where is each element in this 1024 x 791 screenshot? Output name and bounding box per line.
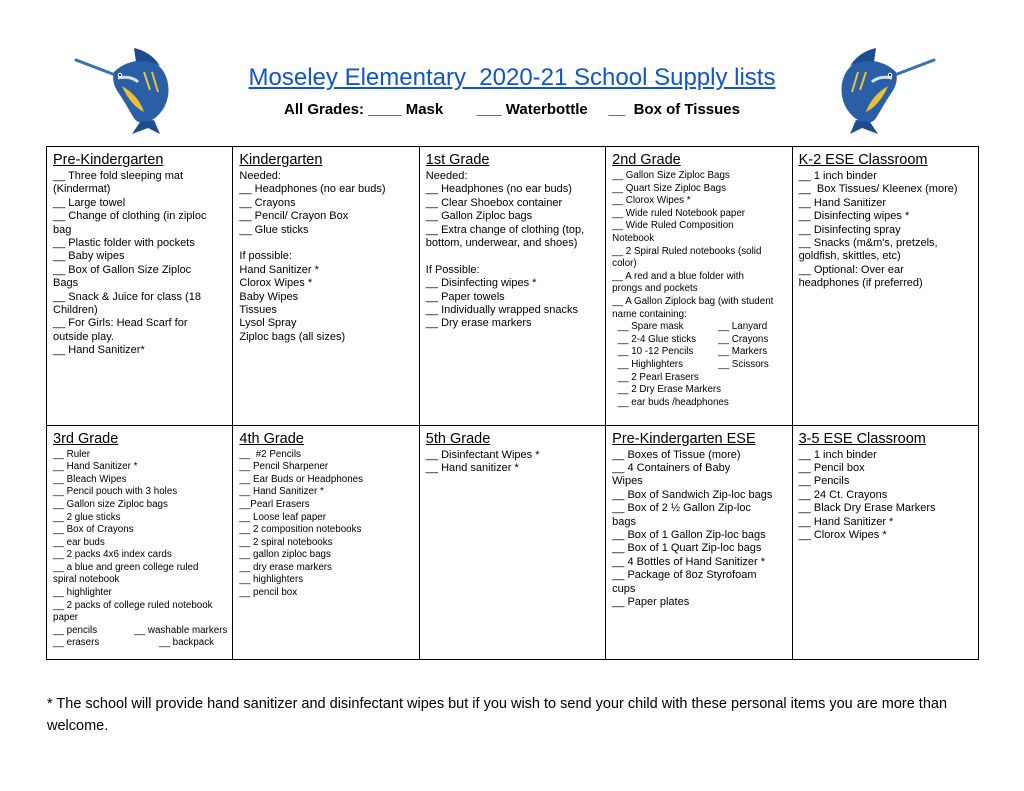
list-item-pair (53, 637, 227, 650)
list-item: __ Pencils (798, 475, 850, 488)
list-item: __ Gallon Size Ziploc Bags (612, 170, 730, 181)
list-item: __ Lanyard (718, 321, 768, 333)
list-item: __ Spare mask (612, 321, 684, 333)
list-item: bags (612, 515, 637, 528)
list-item: __ 2 Dry Erase Markers (612, 384, 722, 396)
list-item: __ 2 Pearl Erasers (612, 371, 699, 383)
list-item: Ziploc bags (all sizes) (239, 330, 346, 343)
list-item: outside play. (53, 330, 114, 343)
list-item: __ Wide ruled Notebook paper (612, 207, 746, 219)
list-item: Children) (53, 304, 98, 317)
list-item: Notebook (612, 232, 655, 244)
list-item: __ 2 composition notebooks (239, 524, 362, 536)
list-item-pair (612, 334, 786, 347)
list-item: __ Hand Sanitizer * (53, 461, 138, 473)
table-row (47, 147, 979, 426)
list-item: color) (612, 258, 637, 270)
list-item: __ ear buds /headphones (612, 396, 729, 408)
list-item: __ Dry erase markers (425, 317, 532, 330)
list-item: __ Loose leaf paper (239, 511, 326, 523)
list-item: __ Snacks (m&m's, pretzels, (798, 237, 938, 250)
list-item: __ 1 inch binder (798, 170, 877, 182)
list-item: __ Markers (718, 346, 768, 358)
list-item: goldfish, skittles, etc) (798, 250, 901, 263)
list-item: __ 2 packs 4x6 index cards (53, 549, 172, 561)
supply-list (612, 170, 786, 409)
list-item: __ Hand Sanitizer * (798, 515, 894, 528)
list-item: __ Hand Sanitizer (798, 196, 887, 209)
supply-list (426, 170, 600, 331)
grade-heading: Pre-Kindergarten (53, 152, 164, 168)
list-item: __ Quart Size Ziploc Bags (612, 182, 726, 194)
grade-heading: K-2 ESE Classroom (798, 152, 928, 168)
grade-heading: Pre-Kindergarten ESE (612, 430, 756, 447)
list-item: __ erasers (53, 637, 100, 649)
list-item: __ Disinfecting spray (798, 223, 901, 236)
list-item: __ a blue and green college ruled (53, 561, 199, 573)
list-item: __ A red and a blue folder with (612, 270, 744, 282)
list-item: __ Paper towels (425, 290, 505, 303)
list-item: __ Bleach Wipes (53, 473, 127, 485)
all-grades-label: All Grades (283, 101, 360, 118)
list-item: __ Hand Sanitizer* (53, 344, 145, 357)
list-item: __ ear buds (53, 536, 105, 548)
supply-list (239, 449, 413, 600)
list-item: __ highlighter (53, 587, 112, 599)
list-item: __ Package of 8oz Styrofoam (612, 569, 757, 582)
list-item: __ Clorox Wipes * (612, 195, 691, 207)
list-item: __ 10 -12 Pencils (612, 346, 694, 358)
grade-heading: 5th Grade (425, 430, 491, 447)
grade-cell (233, 147, 419, 426)
list-item: __ Box of 1 Quart Zip-loc bags (612, 542, 762, 555)
grade-cell (47, 425, 233, 659)
list-item: prongs and pockets (612, 283, 698, 295)
list-item: __ Individually wrapped snacks (425, 304, 579, 317)
list-item: If Possible: (425, 263, 480, 276)
supply-list (612, 449, 786, 610)
list-item: Wipes (612, 475, 643, 488)
list-item: __ Disinfectant Wipes * (425, 448, 540, 461)
list-item (426, 250, 600, 263)
grade-cell (606, 147, 792, 426)
list-item: Bags (53, 277, 79, 290)
grade-cell (233, 425, 419, 659)
list-item: Tissues (239, 304, 277, 317)
list-item: __ dry erase markers (239, 561, 332, 573)
list-item: __ Plastic folder with pockets (53, 237, 195, 250)
list-item: __ backpack (159, 637, 215, 649)
list-item: name containing: (612, 308, 687, 320)
list-item: __ Box of Gallon Size Ziploc (53, 263, 192, 276)
table-row (47, 425, 979, 659)
list-item: __ Snack & Juice for class (18 (53, 290, 201, 303)
list-item: __ Gallon Ziploc bags (425, 210, 533, 223)
list-item: __ Clear Shoebox container (425, 196, 563, 209)
list-item: __ gallon ziploc bags (239, 549, 331, 561)
list-item: __ 24 Ct. Crayons (798, 488, 888, 501)
grade-heading: 2nd Grade (612, 152, 681, 168)
supply-list (53, 449, 227, 651)
list-item: __ Pencil Sharpener (239, 461, 329, 473)
list-item: __ Extra change of clothing (top, (425, 223, 585, 236)
list-item: __ Box of 1 Gallon Zip-loc bags (612, 528, 766, 541)
list-item: __ Clorox Wipes * (798, 528, 887, 541)
list-item: paper (53, 612, 79, 624)
grade-heading: 4th Grade (239, 430, 304, 447)
list-item: __ Ear Buds or Headphones (239, 473, 364, 485)
list-item: __ 2 glue sticks (53, 511, 121, 523)
list-item: __ Pencil pouch with 3 holes (53, 486, 178, 498)
list-item: __ pencils (53, 624, 98, 636)
list-item: Baby Wipes (239, 290, 299, 303)
list-item: Needed: (425, 170, 468, 182)
list-item: __ Box of Sandwich Zip-loc bags (612, 488, 773, 501)
list-item: headphones (if preferred) (798, 277, 923, 290)
list-item: __ #2 Pencils (239, 448, 301, 460)
list-item: __ Disinfecting wipes * (798, 210, 910, 223)
list-item: __ Scissors (718, 358, 769, 370)
list-item: cups (612, 582, 636, 595)
list-item: __ 2 packs of college ruled notebook (53, 599, 213, 611)
list-item: __ For Girls: Head Scarf for (53, 317, 188, 330)
list-item: bottom, underwear, and shoes) (425, 237, 578, 250)
list-item: __ 4 Containers of Baby (612, 461, 731, 474)
list-item: __ Pencil box (798, 461, 865, 474)
supply-list (426, 449, 600, 476)
all-grades-items: : ____ Mask ___ Waterbottle __ Box of Tissues (359, 101, 740, 118)
supply-list (53, 170, 227, 358)
grade-cell (419, 425, 605, 659)
list-item: __ 4 Bottles of Hand Sanitizer * (612, 555, 766, 568)
list-item: __ Ruler (53, 448, 91, 460)
list-item: __ Pencil/ Crayon Box (239, 210, 349, 223)
list-item: __ A Gallon Ziplock bag (with student (612, 295, 774, 307)
list-item: Lysol Spray (239, 317, 297, 330)
list-item: __ Highlighters (612, 358, 683, 370)
list-item: __ Wide Ruled Composition (612, 220, 734, 232)
list-item: __ Hand Sanitizer * (239, 486, 324, 498)
grade-cell (792, 147, 978, 426)
grade-heading: 3-5 ESE Classroom (798, 430, 926, 447)
list-item: __ Gallon size Ziploc bags (53, 498, 168, 510)
list-item: __ Crayons (239, 196, 296, 209)
supply-list (799, 449, 973, 543)
list-item (239, 237, 413, 250)
grade-cell (792, 425, 978, 659)
list-item-pair (612, 359, 786, 372)
list-item: __ Glue sticks (239, 223, 309, 236)
grade-heading: 1st Grade (425, 152, 490, 168)
list-item: __ Large towel (53, 196, 126, 209)
grade-cell (419, 147, 605, 426)
list-item: __ Hand sanitizer * (425, 461, 519, 474)
list-item: __ 2 spiral notebooks (239, 536, 333, 548)
list-item: __ Change of clothing (in ziploc (53, 210, 207, 223)
list-item: __ 2 Spiral Ruled notebooks (solid (612, 245, 762, 257)
all-grades-line (0, 101, 1024, 118)
list-item: __ Optional: Over ear (798, 263, 904, 276)
supply-list (799, 170, 973, 291)
list-item: __ washable markers (134, 624, 228, 636)
list-item: __Pearl Erasers (239, 498, 310, 510)
list-item-pair (612, 321, 786, 334)
list-item: __ Black Dry Erase Markers (798, 502, 936, 515)
list-item: __ Baby wipes (53, 250, 125, 263)
list-item: bag (53, 223, 72, 236)
list-item: __ 2-4 Glue sticks (612, 333, 697, 345)
list-item: __ Box of Crayons (53, 524, 134, 536)
list-item: __ Box Tissues/ Kleenex (more) (798, 183, 958, 196)
list-item: __ Crayons (718, 333, 769, 345)
list-item: __ pencil box (239, 587, 298, 599)
page-title[interactable]: Moseley Elementary 2020-21 School Supply lists (248, 64, 776, 91)
grade-cell (606, 425, 792, 659)
list-item: __ Box of 2 ½ Gallon Zip-loc (612, 502, 751, 515)
list-item: __ Three fold sleeping mat (53, 170, 184, 182)
list-item: Clorox Wipes * (239, 277, 313, 290)
list-item: __ 1 inch binder (798, 448, 877, 461)
grade-cell (47, 147, 233, 426)
list-item-pair (53, 625, 227, 638)
list-item: (Kindermat) (53, 183, 111, 196)
grade-heading: Kindergarten (239, 152, 323, 168)
list-item: Needed: (239, 170, 281, 182)
list-item: Hand Sanitizer * (239, 263, 319, 276)
list-item: __ Headphones (no ear buds) (425, 183, 572, 196)
footnote: * The school will provide hand sanitizer and disinfectant wipes but if you wish to send your child with these personal items you are more than welcome. (47, 696, 948, 734)
list-item: __ highlighters (239, 574, 304, 586)
list-item: __ Disinfecting wipes * (425, 277, 537, 290)
supply-list (239, 170, 413, 344)
list-item: __ Headphones (no ear buds) (239, 183, 386, 196)
list-item: __ Boxes of Tissue (more) (612, 448, 741, 461)
supply-table (46, 146, 979, 660)
list-item: If possible: (239, 250, 292, 263)
list-item: __ Paper plates (612, 596, 690, 608)
list-item: spiral notebook (53, 574, 120, 586)
list-item-pair (612, 346, 786, 359)
grade-heading: 3rd Grade (53, 430, 119, 447)
